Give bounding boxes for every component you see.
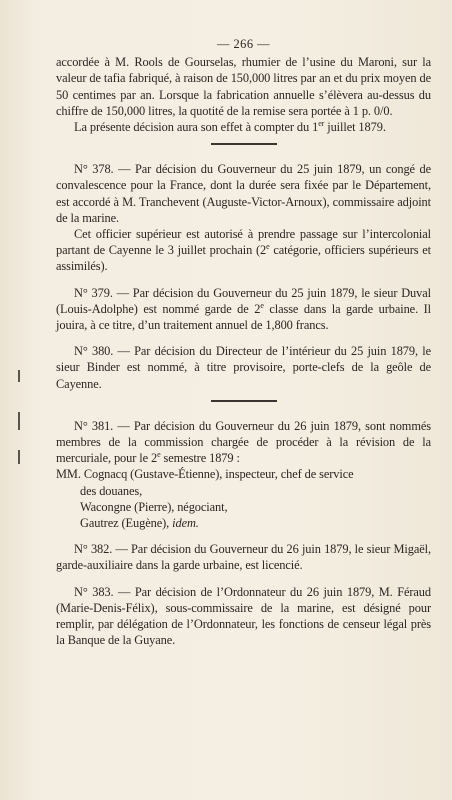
paragraph-383: N° 383. — Par décision de l’Ordonnateur du 26 juin 1879, M. Féraud (Marie-Denis-Félix), sous-commissaire de la marine, est désigné pour remplir, par délégation de l’Ordonnateur, les fonctions de censeur légal près la Banque de la Guyane. <box>56 584 431 648</box>
text-run: Gautrez (Eugène), <box>80 516 173 531</box>
text-run: juillet 1879. <box>324 120 386 135</box>
section-divider <box>211 400 277 402</box>
superscript: e <box>260 300 264 310</box>
margin-mark <box>18 450 20 464</box>
text-run: La présente décision aura son effet à compter du 1 <box>74 120 319 135</box>
member-list-item-continued: des douanes, <box>80 483 143 498</box>
paragraph-381 <box>56 418 431 467</box>
text-run: N° 379. — Par décision du Gouverneur du 25 juin 1879, le sieur Duval (Louis-Adolphe) est nommé garde de 2 <box>56 285 431 316</box>
paragraph-379 <box>56 285 431 334</box>
section-divider <box>211 143 277 145</box>
superscript: e <box>266 242 270 252</box>
text-run: semestre 1879 : <box>160 451 240 466</box>
paragraph-378-continued <box>56 226 431 275</box>
text-run: Cet officier supérieur est autorisé à prendre passage sur l’intercolonial partant de Cayenne le 3 juillet prochain (2 <box>56 227 431 258</box>
superscript: er <box>318 118 325 128</box>
paragraph-continuation: accordée à M. Rools de Gourselas, rhumier de l’usine du Maroni, sur la valeur de tafia fabriqué, à raison de 150,000 litres par an et du prix moyen de 50 centimes par an. Lorsque la fabrication annuelle s’élèvera au-dessus du chiffre de 150,000 litres, la quotité de la remise sera portée à 1 p. 0/0. <box>56 55 431 118</box>
page-text <box>56 36 431 649</box>
margin-mark <box>18 412 20 430</box>
margin-mark <box>18 370 20 382</box>
superscript: e <box>157 450 161 460</box>
paragraph-effect-date <box>56 119 431 135</box>
member-list-item <box>80 515 431 531</box>
margin-marks <box>14 370 24 484</box>
italic-text: idem. <box>172 516 199 531</box>
text-run: catégorie, officiers supérieurs et assimilés). <box>56 243 432 274</box>
paragraph-382: N° 382. — Par décision du Gouverneur du 26 juin 1879, le sieur Migaël, garde-auxiliaire dans la garde urbaine, est licencié. <box>56 542 431 573</box>
paragraph-380: N° 380. — Par décision du Directeur de l’intérieur du 25 juin 1879, le sieur Binder est nommé, à titre provisoire, porte-clefs de la geôle de Cayenne. <box>56 344 431 391</box>
member-list-item: Wacongne (Pierre), négociant, <box>80 499 228 514</box>
page-number: — 266 — <box>216 37 271 51</box>
paragraph-378: N° 378. — Par décision du Gouverneur du 25 juin 1879, un congé de convalescence pour la France, dont la durée sera fixée par le Département, est accordé à M. Tranchevent (Auguste-Victor-Arnoux), commissaire adjoint de la marine. <box>56 162 431 225</box>
text-run: N° 381. — Par décision du Gouverneur du 26 juin 1879, sont nommés membres de la commission chargée de procéder à la révision de la mercuriale, pour le 2 <box>56 418 431 466</box>
text-run: classe dans la garde urbaine. Il jouira, à ce titre, d’un traitement annuel de 1,800 francs. <box>56 301 431 333</box>
member-list-item: MM. Cognacq (Gustave-Étienne), inspecteur, chef de service <box>56 467 354 482</box>
